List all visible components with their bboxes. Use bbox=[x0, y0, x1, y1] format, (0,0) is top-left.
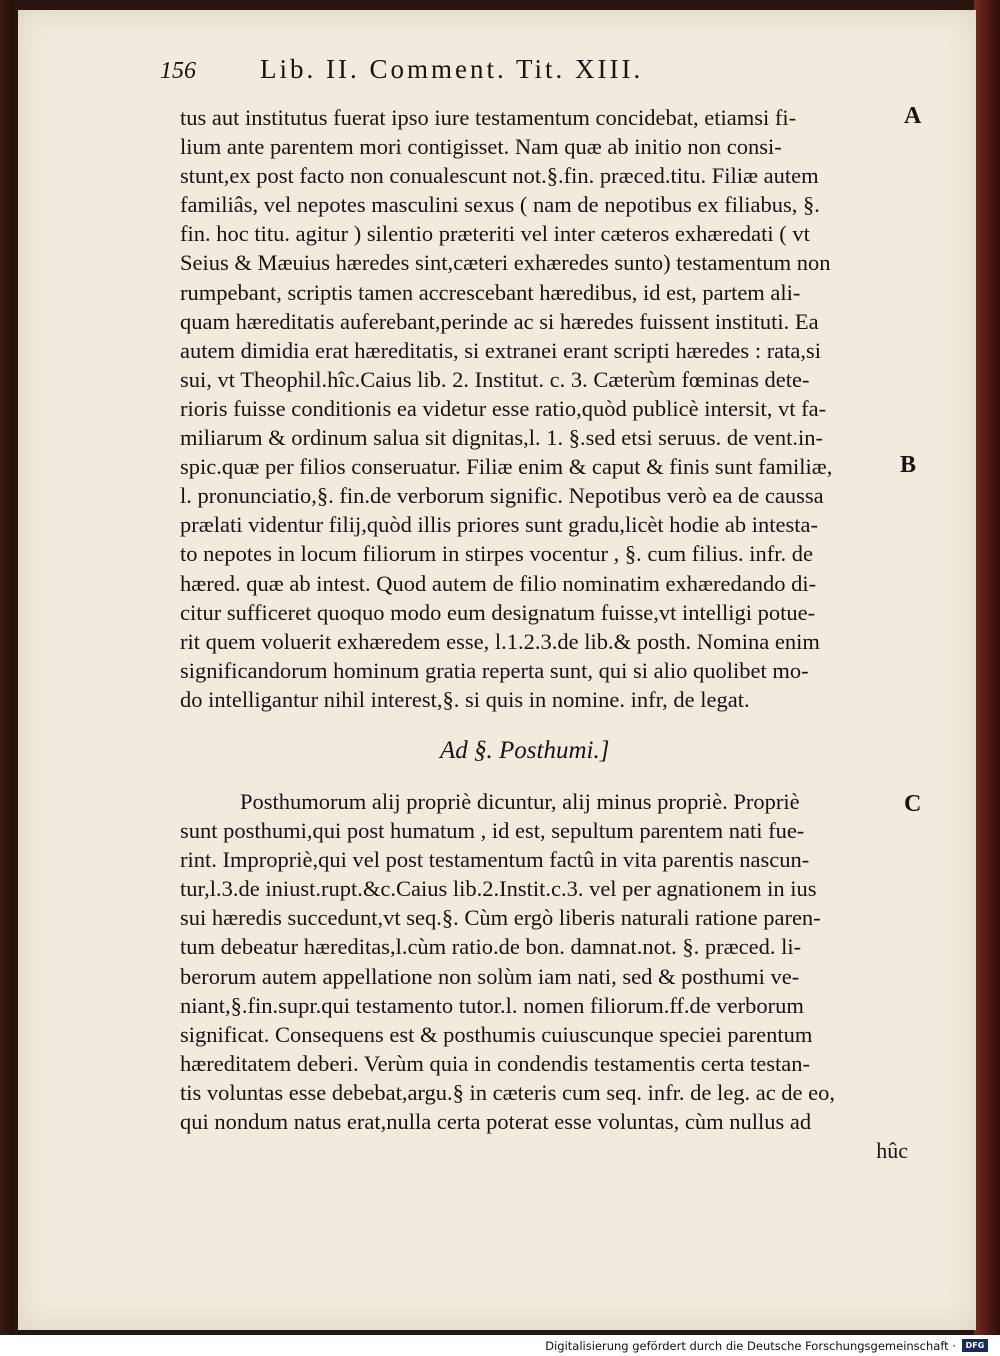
text-line: sunt posthumi,qui post humatum , id est, sepultum parentem nati fue- bbox=[180, 818, 805, 844]
margin-letter-a: A bbox=[904, 103, 922, 129]
text-line: tur,l.3.de iniust.rupt.&c.Caius lib.2.Instit.c.3. vel per agnationem in ius bbox=[180, 876, 817, 902]
catchword: hûc bbox=[876, 1138, 908, 1163]
margin-letter-c: C bbox=[904, 791, 922, 817]
margin-letter-b: B bbox=[900, 452, 917, 478]
text-line: qui nondum natus erat,nulla certa poterat esse voluntas, cùm nullus ad bbox=[180, 1109, 812, 1135]
text-line: rit quem voluerit exhæredem esse, l.1.2.3.de lib.& posth. Nomina enim bbox=[180, 628, 820, 654]
page-number: 156 bbox=[160, 58, 196, 84]
footer-bar bbox=[0, 1335, 1000, 1356]
text-line: Seius & Mæuius hæredes sint,cæteri exhæredes sunto) testamentum non bbox=[180, 250, 831, 276]
dfg-logo: DFG bbox=[962, 1339, 988, 1352]
text-line: autem dimidia erat hæreditatis, si extranei erant scripti hæredes : rata,si bbox=[180, 337, 822, 363]
page-edge bbox=[974, 0, 1000, 1335]
text-line: rint. Impropriè,qui vel post testamentum factû in vita parentis nascun- bbox=[180, 847, 810, 873]
text-line: rioris fuisse conditionis ea videtur esse ratio,quòd publicè intersit, vt fa- bbox=[180, 395, 827, 421]
text-line: hæred. quæ ab intest. Quod autem de filio nominatim exhæredando di- bbox=[180, 570, 817, 596]
paragraph-2 bbox=[180, 787, 908, 1136]
running-title: Lib. II. Comment. Tit. XIII. bbox=[260, 54, 644, 84]
text-line: rumpebant, scriptis tamen accrescebant hæredibus, id est, partem ali- bbox=[180, 279, 801, 305]
text-line: lium ante parentem mori contigisset. Nam quæ ab initio non consi- bbox=[180, 134, 782, 160]
text-line: fin. hoc titu. agitur ) silentio præteriti vel inter cæteros exhæredati ( vt bbox=[180, 221, 810, 247]
text-line: tis voluntas esse debebat,argu.§ in cæteris cum seq. infr. de leg. ac de eo, bbox=[180, 1079, 836, 1105]
text-line: stunt,ex post facto non conualescunt not.§.fin. præced.titu. Filiæ autem bbox=[180, 163, 819, 189]
text-line: tus aut institutus fuerat ipso iure testamentum concidebat, etiamsi fi- bbox=[180, 105, 797, 130]
text-line: Posthumorum alij propriè dicuntur, alij minus propriè. Propriè bbox=[240, 789, 800, 814]
text-line: citur sufficeret quoquo modo eum designatum fuisse,vt intelligi potue- bbox=[180, 599, 816, 625]
footer-credit: Digitalisierung gefördert durch die Deutsche Forschungsgemeinschaft · bbox=[545, 1338, 956, 1353]
text-line: niant,§.fin.supr.qui testamento tutor.l. nomen filiorum.ff.de verborum bbox=[180, 992, 804, 1018]
text-line: tum debeatur hæreditas,l.cùm ratio.de bon. damnat.not. §. præced. li- bbox=[180, 934, 802, 960]
text-line: sui, vt Theophil.hîc.Caius lib. 2. Institut. c. 3. Cæterùm fœminas dete- bbox=[180, 366, 810, 392]
text-line: hæreditatem deberi. Verùm quia in condendis testamentis certa testan- bbox=[180, 1050, 811, 1076]
text-line: to nepotes in locum filiorum in stirpes vocentur , §. cum filius. infr. de bbox=[180, 541, 814, 567]
text-line: spic.quæ per filios conseruatur. Filiæ enim & caput & finis sunt familiæ, bbox=[180, 454, 833, 480]
text-line: berorum autem appellatione non solùm iam nati, sed & posthumi ve- bbox=[180, 963, 800, 989]
text-line: significat. Consequens est & posthumis cuiuscunque speciei parentum bbox=[180, 1021, 813, 1047]
text-line: l. pronunciatio,§. fin.de verborum signific. Nepotibus verò ea de caussa bbox=[180, 483, 824, 509]
text-line: sui hæredis succedunt,vt seq.§. Cùm ergò liberis naturali ratione paren- bbox=[180, 905, 821, 931]
text-line: significandorum hominum gratia reperta sunt, qui si alio quolibet mo- bbox=[180, 657, 809, 683]
binding-edge bbox=[0, 0, 14, 1335]
text-line: do intelligantur nihil interest,§. si quis in nomine. infr, de legat. bbox=[180, 686, 750, 712]
text-line: miliarum & ordinum salua sit dignitas,l. 1. §.sed etsi seruus. de vent.in- bbox=[180, 425, 824, 451]
running-head bbox=[160, 54, 820, 85]
text-line: familiâs, vel nepotes masculini sexus ( nam de nepotibus ex filiabus, §. bbox=[180, 192, 820, 218]
text-line: prælati videntur filij,quòd illis priores sunt gradu,licèt hodie ab intesta- bbox=[180, 512, 818, 538]
section-heading: Ad §. Posthumi.] bbox=[440, 737, 610, 764]
text-line: quam hæreditatis auferebant,perinde ac si hæredes fuissent instituti. Ea bbox=[180, 308, 819, 334]
paragraph-1 bbox=[180, 103, 908, 714]
